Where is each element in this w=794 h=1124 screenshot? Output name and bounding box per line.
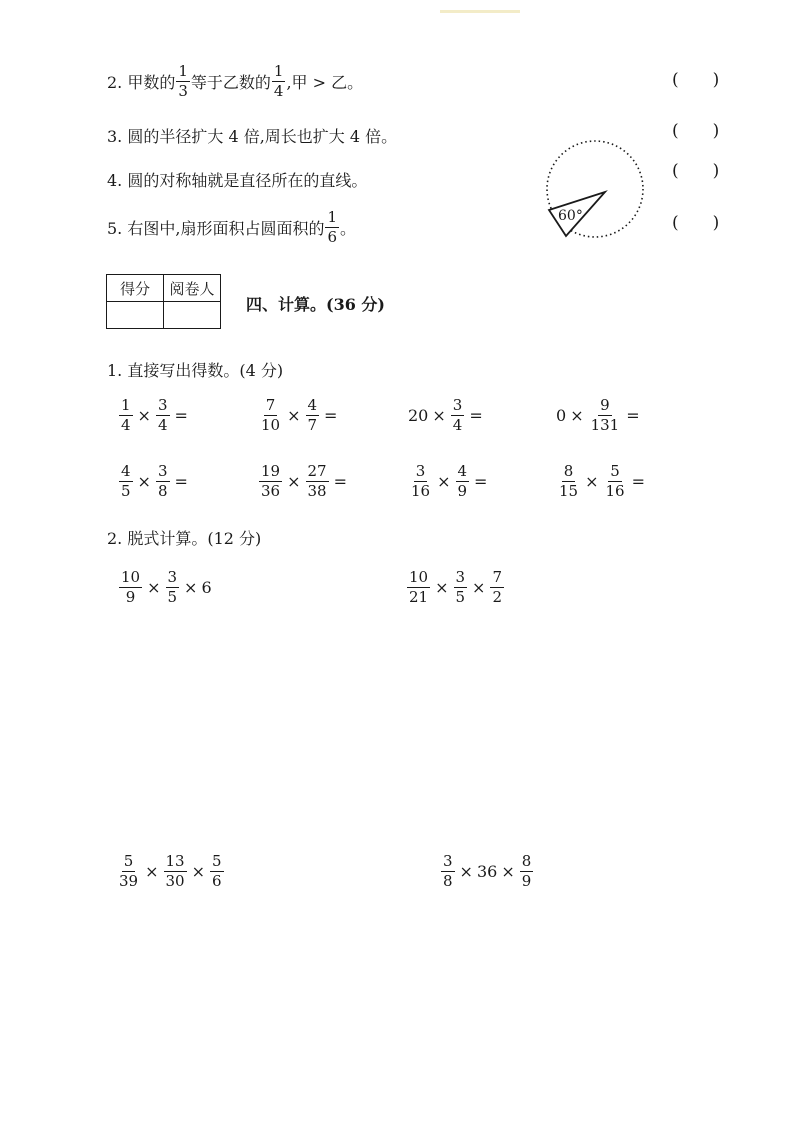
answer-paren-4[interactable]: ( ): [672, 161, 720, 181]
circle-sector-figure: [540, 140, 670, 244]
oral-item-7: $\frac{3}{16}$ × $\frac{4}{9}$ =: [411, 462, 488, 500]
q2-prefix: 2. 甲数的: [107, 73, 176, 92]
oral-item-4: 0 × $\frac{9}{131}$ =: [556, 396, 640, 434]
step-calc-1: $\frac{10}{9}$ × $\frac{3}{5}$ × 6: [121, 568, 212, 606]
oral-item-1: $\frac{1}{4}$ × $\frac{3}{4}$ =: [121, 396, 188, 434]
step-calc-2: $\frac{10}{21}$ × $\frac{3}{5}$ × $\frac{7}{2}$: [409, 568, 502, 606]
grader-label: 阅卷人: [164, 275, 221, 302]
step-calc-3: $\frac{5}{39}$ × $\frac{13}{30}$ × $\frac{5}{6}$: [119, 852, 222, 890]
section-4-title: 四、计算。(36 分): [246, 295, 385, 314]
oral-item-5: $\frac{4}{5}$ × $\frac{3}{8}$ =: [121, 462, 188, 500]
q2-mid: 等于乙数的: [190, 73, 271, 92]
q2-fraction-1: $\frac{1}{3}$: [178, 62, 188, 100]
score-cell[interactable]: [107, 302, 164, 329]
score-box: [106, 274, 221, 329]
q2-fraction-2: $\frac{1}{4}$: [273, 62, 284, 100]
part-2-title: 2. 脱式计算。(12 分): [107, 529, 262, 548]
oral-item-8: $\frac{8}{15}$ × $\frac{5}{16}$ =: [559, 462, 645, 500]
oral-item-6: $\frac{19}{36}$ × $\frac{27}{38}$ =: [261, 462, 347, 500]
question-2: [107, 64, 363, 99]
q5-fraction: $\frac{1}{6}$: [327, 208, 337, 246]
answer-paren-3[interactable]: ( ): [672, 121, 720, 141]
oral-item-3: 20 × $\frac{3}{4}$ =: [408, 396, 483, 434]
answer-paren-5[interactable]: ( ): [672, 213, 720, 233]
part-1-title: 1. 直接写出得数。(4 分): [107, 361, 284, 380]
question-3: 3. 圆的半径扩大 4 倍,周长也扩大 4 倍。: [107, 127, 398, 146]
question-5: [107, 210, 356, 245]
scan-mark: [440, 10, 520, 13]
answer-paren-2[interactable]: ( ): [672, 70, 720, 90]
oral-item-2: $\frac{7}{10}$ × $\frac{4}{7}$ =: [261, 396, 338, 434]
score-label: 得分: [107, 275, 164, 302]
sector-angle-label: 60°: [558, 208, 583, 224]
q5-prefix: 5. 右图中,扇形面积占圆面积的: [107, 219, 325, 238]
step-calc-4: $\frac{3}{8}$ × 36 × $\frac{8}{9}$: [443, 852, 532, 890]
q2-suffix: ,甲 > 乙。: [286, 73, 364, 92]
question-4: 4. 圆的对称轴就是直径所在的直线。: [107, 171, 368, 190]
q5-suffix: 。: [340, 219, 357, 238]
grader-cell[interactable]: [164, 302, 221, 329]
